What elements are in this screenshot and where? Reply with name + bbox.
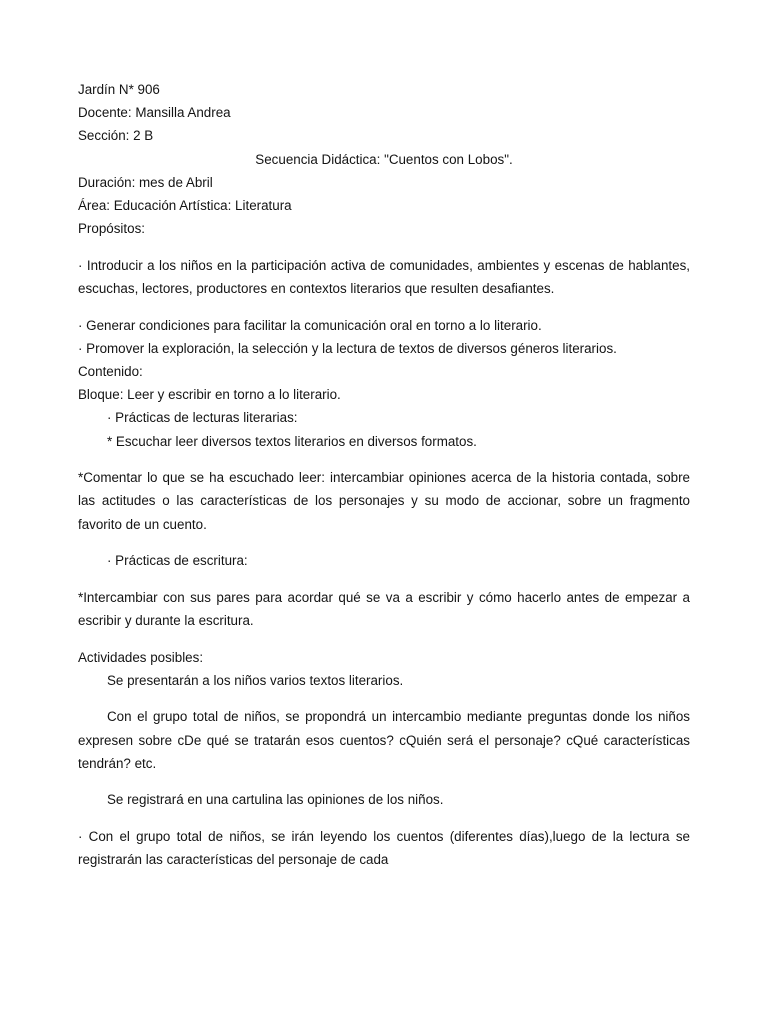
- escuchar-item: * Escuchar leer diversos textos literarios en diversos formatos.: [107, 433, 477, 449]
- bloque-line: Bloque: Leer y escribir en torno a lo literario.: [78, 387, 341, 403]
- proposito-item: · Generar condiciones para facilitar la comunicación oral en torno a lo literario.: [78, 317, 542, 333]
- actividad-paragraph: · Con el grupo total de niños, se irán leyendo los cuentos (diferentes días),luego de la lectura se registrarán las características del personaje de cada: [78, 829, 690, 868]
- seccion-line: Sección: 2 B: [78, 128, 154, 144]
- actividad-paragraph: Se presentarán a los niños varios textos literarios.: [107, 672, 404, 688]
- docente-line: Docente: Mansilla Andrea: [78, 105, 231, 121]
- area-line: Área: Educación Artística: Literatura: [78, 198, 292, 214]
- actividad-paragraph: Se registrará en una cartulina las opiniones de los niños.: [107, 792, 444, 808]
- practicas-escritura: · Prácticas de escritura:: [107, 553, 248, 569]
- jardin-line: Jardín N* 906: [78, 82, 160, 97]
- practicas-lectura: · Prácticas de lecturas literarias:: [107, 410, 298, 426]
- propositos-heading: Propósitos:: [78, 221, 145, 237]
- document-title: Secuencia Didáctica: "Cuentos con Lobos".: [255, 151, 513, 167]
- duracion-line: Duración: mes de Abril: [78, 174, 213, 190]
- contenido-heading: Contenido:: [78, 364, 143, 380]
- comentar-paragraph: *Comentar lo que se ha escuchado leer: intercambiar opiniones acerca de la historia contada, sobre las actitudes o las características de los personajes y su modo de accionar, sobre un fragmento favorito de un cuento.: [78, 470, 690, 532]
- actividad-paragraph: Con el grupo total de niños, se propondrá un intercambio mediante preguntas donde los niños expresen sobre cDe qué se tratarán esos cuentos? cQuién será el personaje? cQué características tendrán? etc.: [78, 709, 690, 771]
- document-page: [78, 78, 690, 885]
- proposito-item: · Introducir a los niños en la participación activa de comunidades, ambientes y escenas de hablantes, escuchas, lectores, productores en contextos literarios que resulten desafiantes.: [78, 257, 690, 297]
- intercambiar-paragraph: *Intercambiar con sus pares para acordar qué se va a escribir y cómo hacerlo antes de empezar a escribir y durante la escritura.: [78, 589, 690, 629]
- proposito-item: · Promover la exploración, la selección y la lectura de textos de diversos géneros literarios.: [78, 340, 617, 356]
- actividades-heading: Actividades posibles:: [78, 649, 204, 665]
